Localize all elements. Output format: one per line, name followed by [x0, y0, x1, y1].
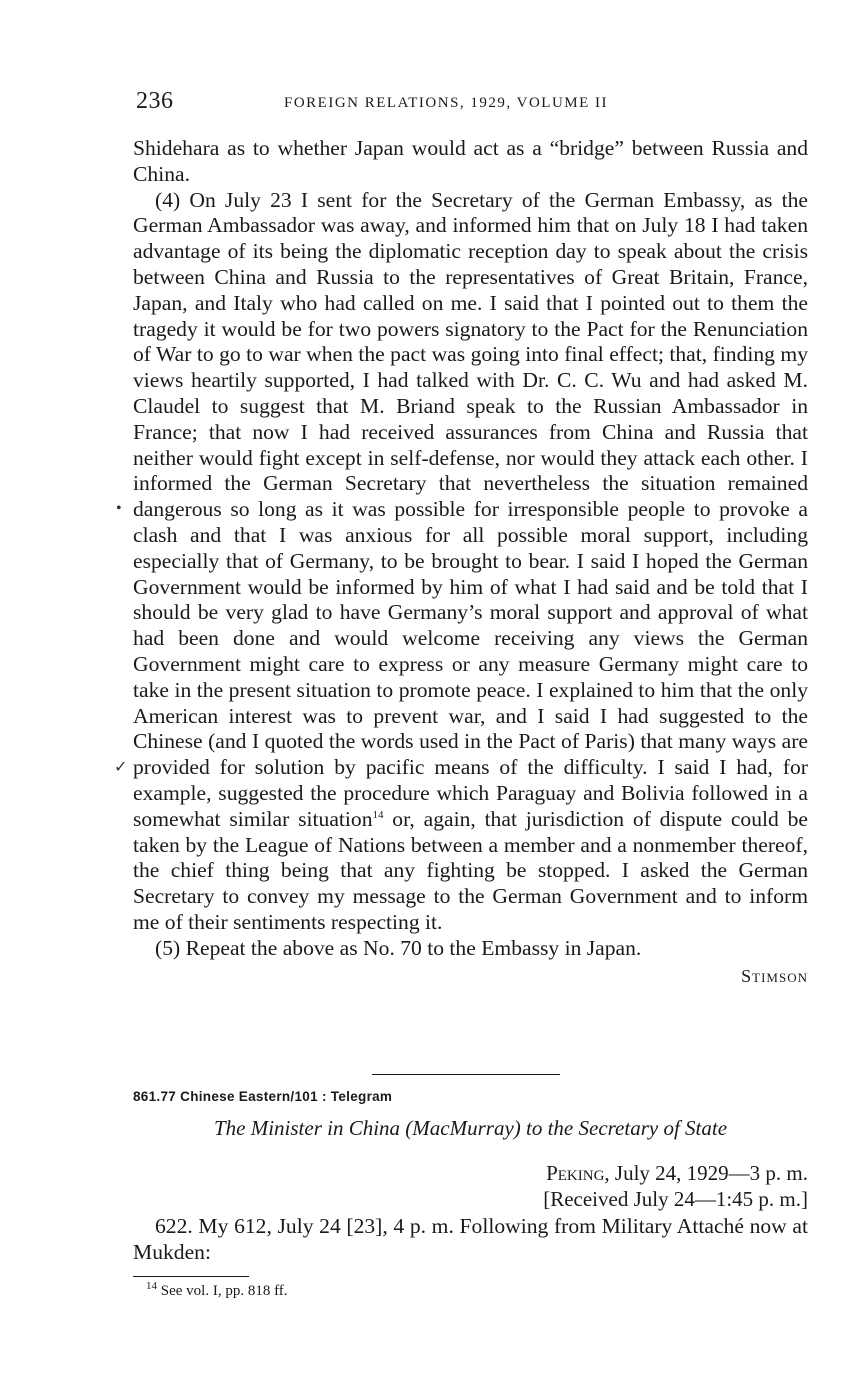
document-title: The Minister in China (MacMurray) to the Secretary of State — [213, 1116, 728, 1140]
footnote-text: See vol. I, pp. 818 ff. — [157, 1283, 288, 1299]
margin-check-mark: ✓ — [114, 759, 128, 776]
signature: Stimson — [741, 965, 808, 986]
section-divider — [372, 1074, 560, 1075]
page-number: 236 — [136, 88, 174, 114]
footnote-reference: 14 — [372, 808, 384, 821]
main-text — [133, 136, 808, 989]
paragraph-4-text-a: (4) On July 23 I sent for the Secretary of the German Embassy, as the German Ambassador was away, and informed him that on July 18 I had taken advantage of its being the diplomatic reception day to speak about the crisis between China and Russia to the representatives of Great Britain, France, Japan, and Italy who had called on me. I said that I pointed out to them the tragedy it would be for two powers signatory to the Pact for the Renunciation of War to go to war when the pact was going into final effect; that, finding my views heartily supported, I had talked with Dr. C. C. Wu and had asked M. Claudel to suggest that M. Briand speak to the Russian Ambassador in France; that now I had received assurances from China and Russia that neither would fight except in self-defense, nor would they attack each other. I informed the German Secretary that nevertheless the situation remained dangerous so long as it was possible for irresponsible people to provoke a clash and that I was anxious for all possible moral support, including especially that of Germany, to be brought to bear. I said I hoped the German Government would be informed by him of what I had said and be told that I should be very glad to have Germany’s moral support and approval of what had been done and would welcome receiving any views the German Government might care to express or any measure Germany might care to take in the present situation to promote peace. I explained to him that the only American interest was to prevent war, and I said I had suggested to the Chinese (and I quoted the words used in the Pact of Paris) that many ways are provided for solution by pacific means of the difficulty. I said I had, for example, suggested the procedure which Paraguay and Bolivia followed in a somewhat similar situation — [133, 187, 808, 831]
telegram-paragraph: 622. My 612, July 24 [23], 4 p. m. Following from Military Attaché now at Mukden: — [133, 1214, 808, 1264]
paragraph-continued: Shidehara as to whether Japan would act as a “bridge” between Russia and China. — [133, 136, 808, 186]
margin-dot-mark: • — [116, 500, 122, 517]
sent-date: , July 24, 1929—3 p. m. — [604, 1161, 808, 1185]
running-head: FOREIGN RELATIONS, 1929, VOLUME II — [284, 95, 609, 111]
page-header — [136, 88, 808, 122]
paragraph-4-text-b: or, again, that jurisdiction of dispute could be taken by the League of Nations between a member and a nonmember thereof, the chief thing being that any fighting be stopped. I asked the German Secretary to convey my message to the German Government and to inform me of their sentiments respecting it. — [133, 806, 808, 934]
footnote-marker: 14 — [146, 1280, 157, 1292]
footnote-divider — [133, 1276, 249, 1277]
paragraph-5: (5) Repeat the above as No. 70 to the Embassy in Japan. — [155, 935, 642, 960]
file-reference: 861.77 Chinese Eastern/101 : Telegram — [133, 1089, 393, 1104]
footnote — [146, 1280, 288, 1300]
place: Peking — [546, 1161, 605, 1185]
sent-line — [133, 1160, 808, 1186]
paragraph-4 — [133, 188, 808, 936]
received-line: [Received July 24—1:45 p. m.] — [543, 1187, 808, 1211]
dateline — [133, 1160, 808, 1212]
telegram-body — [133, 1214, 808, 1266]
